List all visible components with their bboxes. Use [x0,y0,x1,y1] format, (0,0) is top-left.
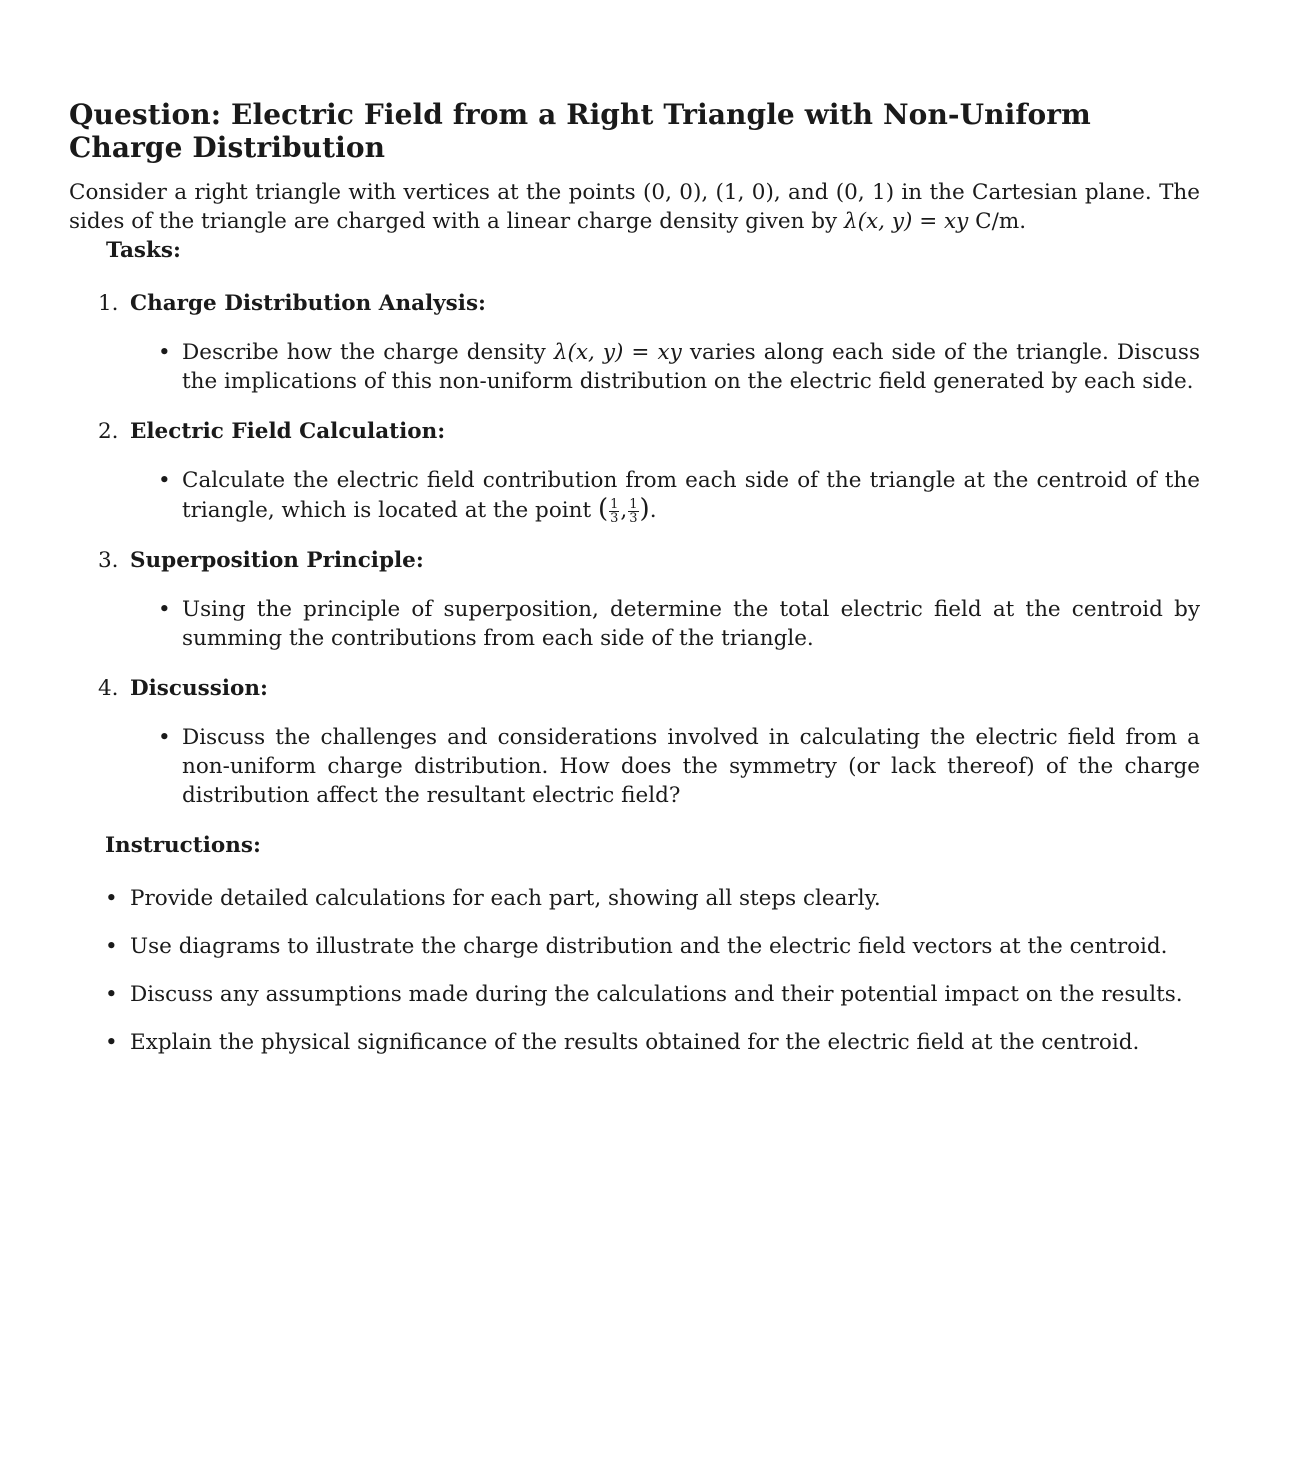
bullet-icon: • [158,340,171,365]
fraction-one-third [628,498,638,525]
task-number: 4. [98,676,119,701]
tasks-heading: Tasks: [106,238,181,263]
task-sublist [130,466,1200,525]
task-bullet [130,338,1200,396]
bullet-icon: • [158,725,171,750]
task-number: 2. [98,419,119,444]
fraction-numerator: 1 [629,496,638,512]
bullet-icon: • [158,468,171,493]
intro-paragraph [69,178,1200,236]
fraction-denominator: 3 [610,510,619,526]
centroid-point-close: ) [639,494,650,524]
instruction-text: Explain the physical significance of the results obtained for the electric field at the centroid. [130,1030,1140,1055]
task-bullet-text: Discuss the challenges and considerations involved in calculating the electric field from a non-uniform charge distribution. How does the symmetry (or lack thereof) of the charge distribution affect the resultant electric field? [182,725,1200,808]
centroid-point: ( [597,494,609,524]
bullet-icon: • [105,982,118,1007]
task-sublist [130,723,1200,810]
task-heading: Electric Field Calculation: [130,419,446,444]
task-heading: Superposition Principle: [130,548,424,573]
instructions-list [69,884,1200,1057]
instruction-text: Discuss any assumptions made during the calculations and their potential impact on the results. [130,982,1183,1007]
task-bullet: • Calculate the electric field contribution from each side of the triangle at the centroid of the triangle, which is located at the point ( $\frac{1}{3}$ , $\frac{1}{3}$ ). [158,468,1200,526]
instruction-text: Provide detailed calculations for each part, showing all steps clearly. [130,886,881,911]
task-heading: Charge Distribution Analysis: [130,291,486,316]
instruction-item [69,884,1200,913]
charge-density-formula: λ(x, y) = xy [553,340,682,365]
task-number: 1. [98,291,119,316]
bullet-icon: • [158,597,171,622]
instructions-heading: Instructions: [105,833,261,858]
task-sublist [130,595,1200,653]
bullet-icon: • [105,934,118,959]
instruction-text: Use diagrams to illustrate the charge distribution and the electric field vectors at the centroid. [130,934,1168,959]
tasks-list [69,289,1200,810]
intro-text-1: Consider a right triangle with vertices at the points (0, 0), (1, 0), and (0, 1) in the Cartesian plane. The sides of the triangle are charged with a linear charge density given by [69,180,1200,234]
task-bullet-text: Using the principle of superposition, determine the total electric field at the centroid by summing the contributions from each side of the triangle. [182,597,1200,651]
instruction-item [69,932,1200,961]
fraction-denominator: 3 [629,510,638,526]
bullet-icon: • [105,1030,118,1055]
intro-charge-density-formula: λ(x, y) = xy [844,209,969,234]
task-bullet [130,595,1200,653]
instruction-item [69,1028,1200,1057]
task-bullet [130,723,1200,810]
task-bullet-text: Calculate the electric field contribution from each side of the triangle at the centroid of the triangle, which is located at the point [182,468,1200,523]
document-page [69,98,1200,1076]
task-item-3 [69,546,1200,653]
task-item-4 [69,674,1200,810]
task-item-2 [69,417,1200,525]
task-bullet-text: varies along each side of the triangle. Discuss the implications of this non-uniform distribution on the electric field generated by each side. [182,340,1200,394]
fraction-one-third [609,498,619,525]
question-title: Question: Electric Field from a Right Triangle with Non-Uniform Charge Distribution [69,98,1091,164]
task-item-1 [69,289,1200,396]
task-heading: Discussion: [130,676,268,701]
instruction-item [69,980,1200,1009]
intro-text-2: C/m. [968,209,1027,234]
task-bullet-text: Describe how the charge density [182,340,554,365]
fraction-numerator: 1 [610,496,619,512]
bullet-icon: • [105,886,118,911]
task-bullet-text: . [649,498,657,523]
task-number: 3. [98,548,119,573]
task-sublist [130,338,1200,396]
